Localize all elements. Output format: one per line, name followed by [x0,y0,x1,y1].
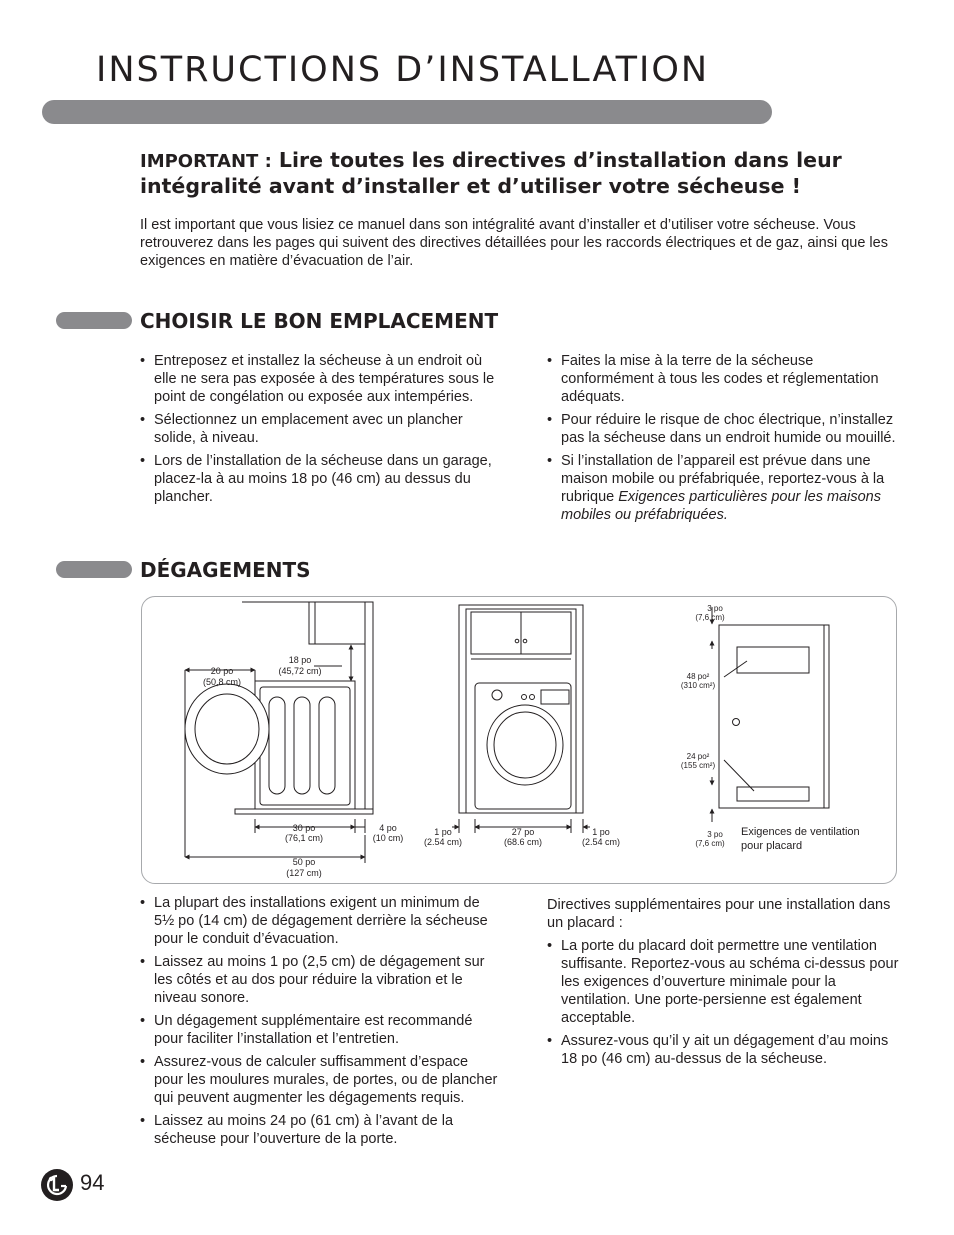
label-side-4-metric: (10 cm) [372,833,404,843]
clearance-diagram-svg [142,597,898,885]
label-door-24: 24 po² [686,752,710,761]
label-side-50-metric: (127 cm) [286,868,322,878]
door-caption-line1: Exigences de ventilation [741,826,860,838]
closet-door-drawing [712,607,829,822]
list-item: • Lors de l’installation de la sécheuse dans un garage, placez-la à au moins 18 po (46 cm) au dessus du plancher. [140,452,500,506]
emplacement-list-right [547,352,907,529]
label-front-right-1: 1 po [592,827,610,837]
door-caption-line2: pour placard [741,840,803,852]
closet-door [719,625,829,808]
label-side-20-metric: (50,8 cm) [202,677,242,687]
label-door-48-metric: (310 cm²) [680,681,716,690]
label-side-30: 30 po [292,823,316,833]
list-item [547,452,907,524]
label-front-left-1-metric: (2.54 cm) [423,837,463,847]
label-side-30-metric: (76,1 cm) [284,833,324,843]
label-door-bottom-3: 3 po [707,830,723,839]
important-text: Lire toutes les directives d’installation dans leur intégralité avant d’installer et d’utiliser votre sécheuse ! [140,148,842,198]
list-item: • La plupart des installations exigent un minimum de 5½ po (14 cm) de dégagement derrière la sécheuse pour le conduit d’évacuation. [140,894,500,948]
list-item: • Laissez au moins 24 po (61 cm) à l’avant de la sécheuse pour l’ouverture de la porte. [140,1112,500,1148]
section-marker-degagements [56,561,132,578]
title-bar [42,100,772,124]
intro-paragraph: Il est important que vous lisiez ce manuel dans son intégralité avant d’installer et d’utiliser votre sécheuse. Vous retrouverez dans les pages qui suivent des directives détaillées pour les raccords électriques et de gaz, ainsi que les exigences en matière d’évacuation de l’air. [140,217,888,269]
label-side-18: 18 po [288,655,312,665]
list-item: • Laissez au moins 1 po (2,5 cm) de dégagement sur les côtés et au dos pour réduire la vibration et le niveau sonore. [140,953,500,1007]
closet-note: Directives supplémentaires pour une installation dans un placard : [547,897,891,931]
label-front-27-metric: (68.6 cm) [503,837,543,847]
list-item: • Entreposez et installez la sécheuse à un endroit où elle ne sera pas exposée à des températures sous le point de congélation ou exposée aux intempéries. [140,352,500,406]
page-number: 94 [80,1170,105,1195]
important-notice [140,148,860,199]
degagements-list-right [547,937,907,1073]
side-view-drawing [185,602,373,863]
list-item: • Un dégagement supplémentaire est recommandé pour faciliter l’installation et l’entretien. [140,1012,500,1048]
side-wall [365,602,373,812]
list-item: • Assurez-vous qu’il y ait un dégagement d’au moins 18 po (46 cm) au-dessus de la sécheuse. [547,1032,907,1068]
label-front-right-1-metric: (2.54 cm) [581,837,621,847]
list-item: • Faites la mise à la terre de la sécheuse conformément à tous les codes et réglementation adéquats. [547,352,907,406]
label-side-4: 4 po [379,823,397,833]
list-item-reference: Exigences particulières pour les maisons mobiles ou préfabriquées. [561,489,881,523]
degagements-list-left [140,894,500,1153]
side-cabinet [315,602,365,644]
label-side-50: 50 po [292,857,316,867]
page-title: INSTRUCTIONS D’INSTALLATION [96,50,710,90]
list-item: • La porte du placard doit permettre une ventilation suffisante. Reportez-vous au schéma ci-dessus pour les exigences d’ouverture minimale pour la ventilation. Une porte-persienne est également acceptable. [547,937,907,1027]
list-item: • Assurez-vous de calculer suffisamment d’espace pour les moulures murales, de portes, ou de plancher qui peuvent augmenter les dégagements requis. [140,1053,500,1107]
label-door-48: 48 po² [686,672,710,681]
important-lead: IMPORTANT : [140,151,272,172]
emplacement-list-left [140,352,500,511]
front-dryer-body [475,683,571,809]
label-front-left-1: 1 po [434,827,452,837]
label-door-bottom-3-metric: (7,6 cm) [695,839,725,848]
label-door-top-3: 3 po [707,604,723,613]
front-view-drawing [452,605,590,833]
label-side-20: 20 po [210,666,234,676]
side-door-open [185,684,269,774]
list-item: • Pour réduire le risque de choc électrique, n’installez pas la sécheuse dans un endroit humide ou mouillé. [547,411,907,447]
side-pedestal [235,809,373,814]
section-marker-emplacement [56,312,132,329]
clearance-diagram [141,596,897,884]
label-front-27: 27 po [511,827,535,837]
list-item-text: Si l’installation de l’appareil est prévue dans une maison mobile ou préfabriquée, reportez-vous à la rubrique [561,453,885,505]
label-side-18-metric: (45,72 cm) [278,666,322,676]
heading-degagements: DÉGAGEMENTS [140,558,311,582]
label-door-24-metric: (155 cm²) [680,761,716,770]
list-item: • Sélectionnez un emplacement avec un plancher solide, à niveau. [140,411,500,447]
heading-emplacement: CHOISIR LE BON EMPLACEMENT [140,309,499,333]
lg-logo-icon [40,1168,74,1202]
label-door-top-3-metric: (7,6 cm) [695,613,725,622]
